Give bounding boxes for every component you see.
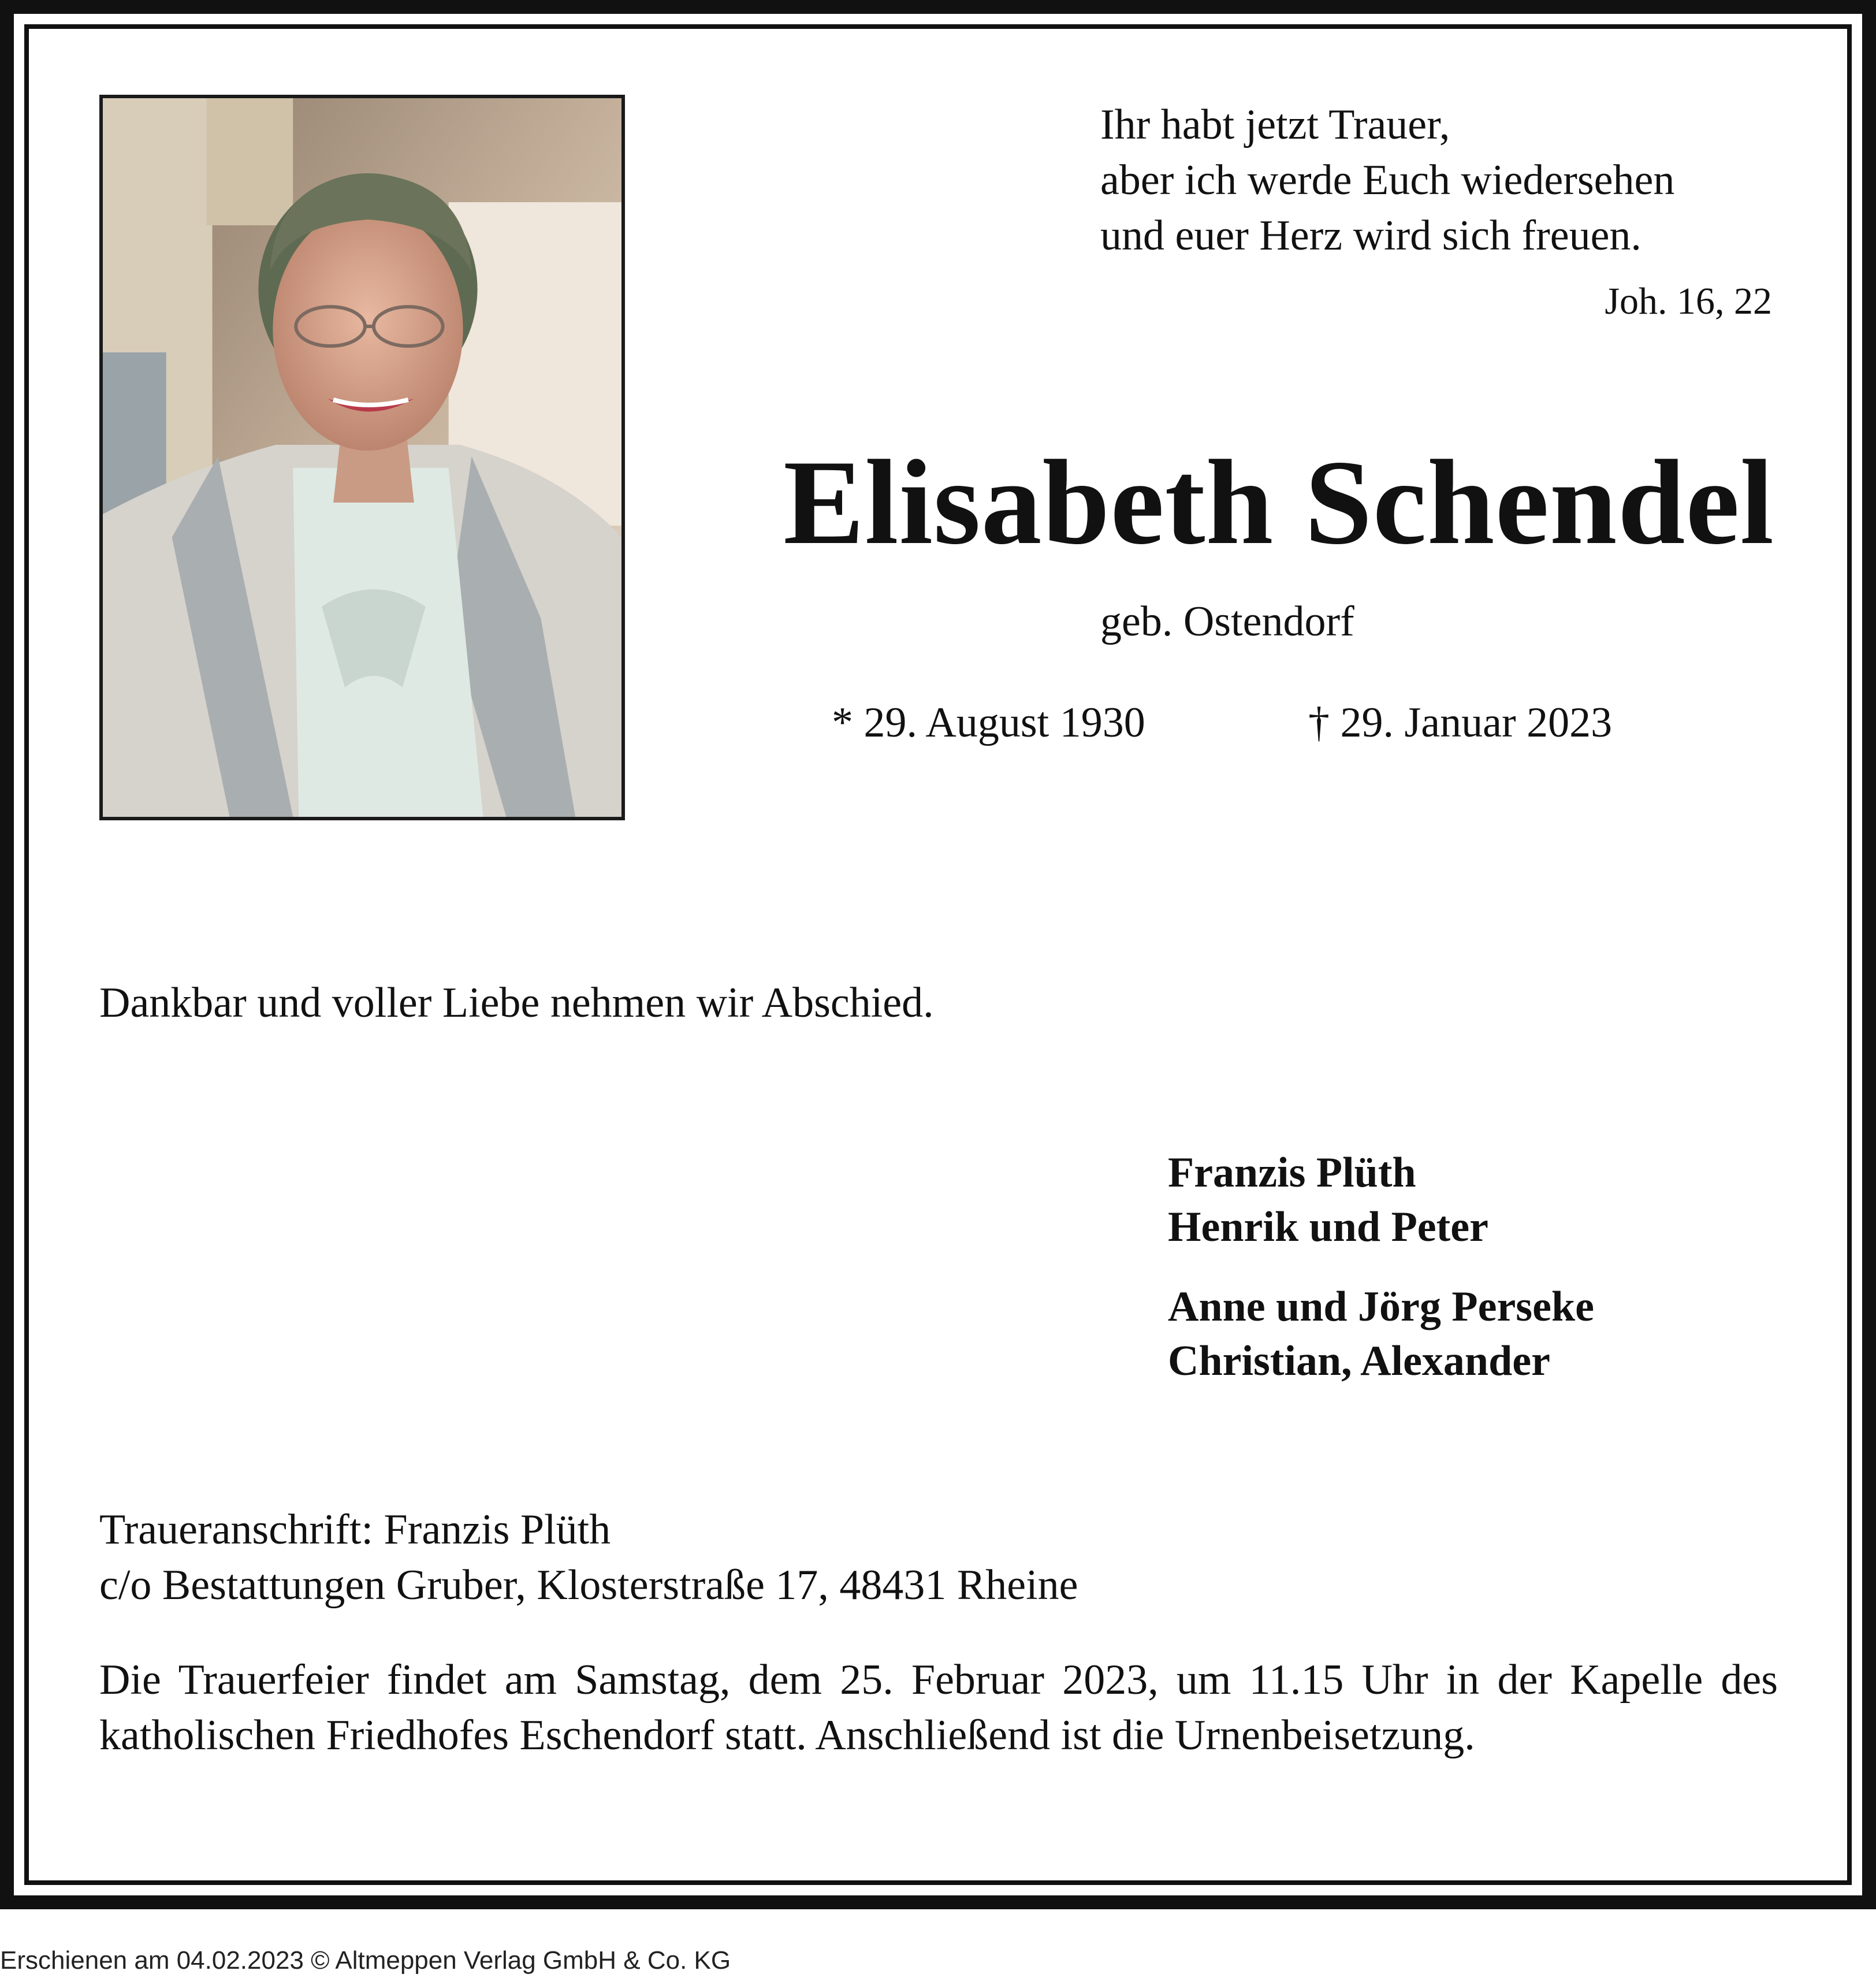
maiden-name: geb. Ostendorf bbox=[1100, 598, 1354, 645]
address-line-2: c/o Bestattungen Gruber, Klosterstraße 17, 48431 Rheine bbox=[99, 1561, 1078, 1609]
birth-date: * 29. August 1930 bbox=[832, 699, 1145, 746]
service-details: Die Trauerfeier findet am Samstag, dem 25. Februar 2023, um 11.15 Uhr in der Kapelle des katholischen Friedhofes Eschendorf statt. Anschließend ist die Urnenbeisetzung. bbox=[99, 1656, 1778, 1759]
farewell-text: Dankbar und voller Liebe nehmen wir Abschied. bbox=[99, 979, 934, 1027]
death-date: † 29. Januar 2023 bbox=[1308, 699, 1613, 746]
mourner-group bbox=[1168, 1146, 1594, 1254]
verse-line-1: Ihr habt jetzt Trauer, bbox=[1100, 101, 1450, 148]
mourner-line: Anne und Jörg Perseke bbox=[1168, 1283, 1594, 1330]
address-line-1: Traueranschrift: Franzis Plüth bbox=[99, 1506, 611, 1553]
verse-line-3: und euer Herz wird sich freuen. bbox=[1100, 212, 1642, 259]
portrait-image bbox=[103, 98, 621, 817]
mourning-address bbox=[99, 1502, 1078, 1613]
deceased-name: Elisabeth Schendel bbox=[783, 436, 1774, 570]
publication-footer: Erschienen am 04.02.2023 © Altmeppen Verlag GmbH & Co. KG bbox=[0, 1946, 731, 1975]
mourners-list bbox=[1168, 1146, 1594, 1388]
mourner-line: Franzis Plüth bbox=[1168, 1149, 1416, 1196]
mourner-line: Henrik und Peter bbox=[1168, 1203, 1488, 1251]
verse-line-2: aber ich werde Euch wiedersehen bbox=[1100, 157, 1675, 204]
mourner-group bbox=[1168, 1280, 1594, 1388]
bible-verse bbox=[1100, 97, 1674, 263]
mourner-line: Christian, Alexander bbox=[1168, 1337, 1550, 1385]
verse-reference: Joh. 16, 22 bbox=[1605, 280, 1772, 322]
portrait-photo bbox=[99, 95, 625, 820]
